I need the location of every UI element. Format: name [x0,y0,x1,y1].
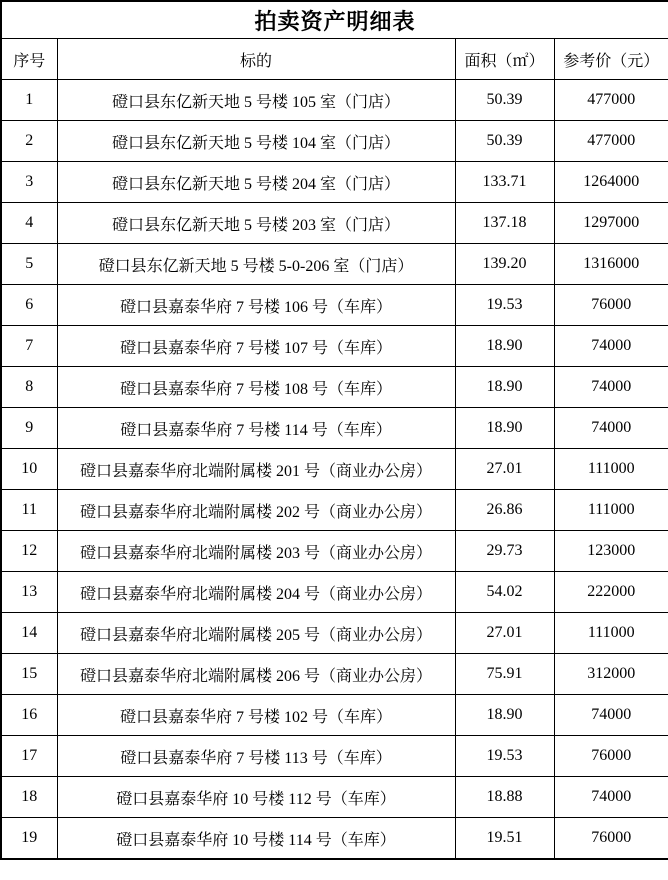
price-cell: 111000 [554,449,668,490]
serial-number-cell: 14 [1,613,57,654]
header-serial-number: 序号 [1,39,57,80]
serial-number-cell: 16 [1,695,57,736]
area-cell: 133.71 [455,162,554,203]
area-cell: 19.53 [455,285,554,326]
table-row [1,572,668,613]
subject-cell: 磴口县嘉泰华府北端附属楼 202 号（商业办公房） [57,490,455,531]
serial-number-cell: 1 [1,80,57,121]
serial-number-cell: 12 [1,531,57,572]
serial-number-cell: 9 [1,408,57,449]
price-cell: 74000 [554,695,668,736]
serial-number-cell: 5 [1,244,57,285]
price-cell: 76000 [554,736,668,777]
header-subject: 标的 [57,39,455,80]
serial-number-cell: 6 [1,285,57,326]
table-row [1,326,668,367]
price-cell: 477000 [554,121,668,162]
subject-cell: 磴口县嘉泰华府北端附属楼 206 号（商业办公房） [57,654,455,695]
subject-cell: 磴口县嘉泰华府 7 号楼 107 号（车库） [57,326,455,367]
table-row [1,80,668,121]
area-cell: 18.90 [455,326,554,367]
serial-number-cell: 3 [1,162,57,203]
area-cell: 18.88 [455,777,554,818]
subject-cell: 磴口县东亿新天地 5 号楼 105 室（门店） [57,80,455,121]
price-cell: 123000 [554,531,668,572]
subject-cell: 磴口县嘉泰华府 7 号楼 106 号（车库） [57,285,455,326]
serial-number-cell: 13 [1,572,57,613]
table-row [1,121,668,162]
table-row [1,736,668,777]
price-cell: 74000 [554,777,668,818]
subject-cell: 磴口县嘉泰华府 7 号楼 114 号（车库） [57,408,455,449]
table-row [1,244,668,285]
area-cell: 50.39 [455,121,554,162]
area-cell: 18.90 [455,367,554,408]
subject-cell: 磴口县嘉泰华府北端附属楼 201 号（商业办公房） [57,449,455,490]
price-cell: 111000 [554,613,668,654]
area-cell: 75.91 [455,654,554,695]
serial-number-cell: 8 [1,367,57,408]
price-cell: 1316000 [554,244,668,285]
header-area: 面积（㎡） [455,39,554,80]
area-cell: 27.01 [455,449,554,490]
area-cell: 50.39 [455,80,554,121]
serial-number-cell: 17 [1,736,57,777]
price-cell: 1264000 [554,162,668,203]
price-cell: 76000 [554,285,668,326]
serial-number-cell: 19 [1,818,57,860]
serial-number-cell: 7 [1,326,57,367]
table-row [1,531,668,572]
serial-number-cell: 10 [1,449,57,490]
price-cell: 222000 [554,572,668,613]
serial-number-cell: 11 [1,490,57,531]
table-row [1,449,668,490]
serial-number-cell: 2 [1,121,57,162]
subject-cell: 磴口县嘉泰华府北端附属楼 203 号（商业办公房） [57,531,455,572]
table-row [1,490,668,531]
area-cell: 19.53 [455,736,554,777]
area-cell: 18.90 [455,695,554,736]
subject-cell: 磴口县东亿新天地 5 号楼 5-0-206 室（门店） [57,244,455,285]
area-cell: 54.02 [455,572,554,613]
table-row [1,367,668,408]
area-cell: 137.18 [455,203,554,244]
subject-cell: 磴口县东亿新天地 5 号楼 104 室（门店） [57,121,455,162]
area-cell: 18.90 [455,408,554,449]
table-body [1,80,668,860]
table-row [1,818,668,860]
page-title: 拍卖资产明细表 [1,1,668,39]
table-row [1,162,668,203]
serial-number-cell: 18 [1,777,57,818]
serial-number-cell: 15 [1,654,57,695]
price-cell: 477000 [554,80,668,121]
subject-cell: 磴口县嘉泰华府 7 号楼 102 号（车库） [57,695,455,736]
price-cell: 74000 [554,408,668,449]
area-cell: 26.86 [455,490,554,531]
area-cell: 29.73 [455,531,554,572]
price-cell: 74000 [554,326,668,367]
subject-cell: 磴口县东亿新天地 5 号楼 203 室（门店） [57,203,455,244]
table-row [1,203,668,244]
table-row [1,695,668,736]
subject-cell: 磴口县东亿新天地 5 号楼 204 室（门店） [57,162,455,203]
table-row [1,777,668,818]
header-reference-price: 参考价（元） [554,39,668,80]
subject-cell: 磴口县嘉泰华府 10 号楼 112 号（车库） [57,777,455,818]
serial-number-cell: 4 [1,203,57,244]
price-cell: 312000 [554,654,668,695]
table-row [1,285,668,326]
subject-cell: 磴口县嘉泰华府 7 号楼 108 号（车库） [57,367,455,408]
subject-cell: 磴口县嘉泰华府 10 号楼 114 号（车库） [57,818,455,860]
subject-cell: 磴口县嘉泰华府 7 号楼 113 号（车库） [57,736,455,777]
area-cell: 139.20 [455,244,554,285]
table-row [1,654,668,695]
table-header-row [1,39,668,80]
price-cell: 74000 [554,367,668,408]
table-row [1,613,668,654]
subject-cell: 磴口县嘉泰华府北端附属楼 204 号（商业办公房） [57,572,455,613]
price-cell: 76000 [554,818,668,860]
area-cell: 19.51 [455,818,554,860]
area-cell: 27.01 [455,613,554,654]
subject-cell: 磴口县嘉泰华府北端附属楼 205 号（商业办公房） [57,613,455,654]
title-row [1,1,668,39]
price-cell: 1297000 [554,203,668,244]
price-cell: 111000 [554,490,668,531]
table-row [1,408,668,449]
